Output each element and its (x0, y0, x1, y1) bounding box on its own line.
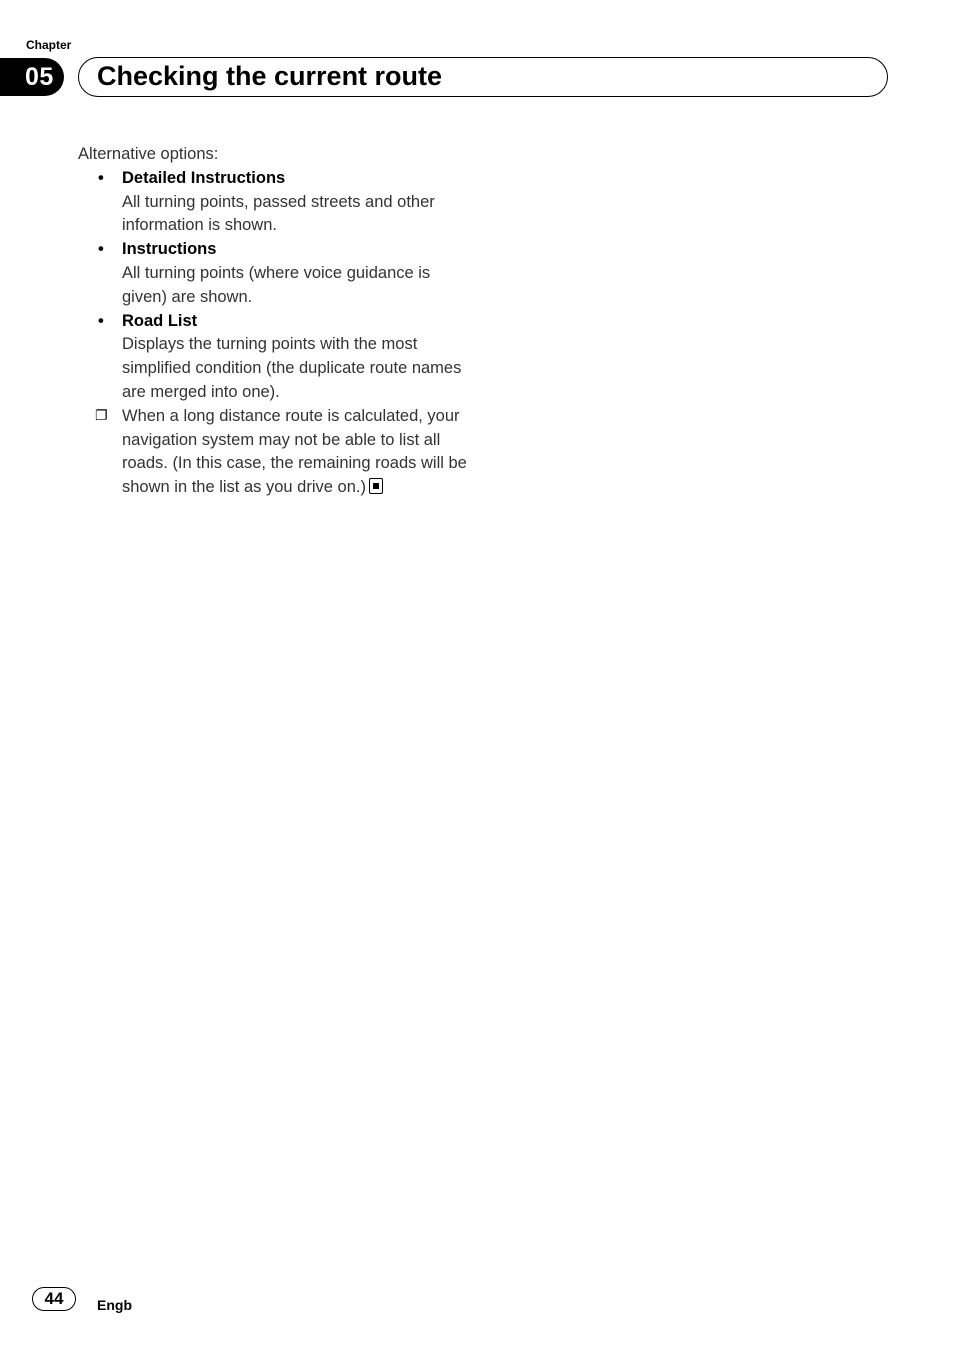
option-description: All turning points (where voice guidance is given) are shown. (122, 263, 431, 306)
note-checkbox-icon: ❐ (95, 407, 108, 424)
bullet-icon: • (98, 311, 104, 330)
bullet-icon: • (98, 240, 104, 259)
option-item (78, 167, 478, 238)
option-title: Instructions (122, 240, 217, 259)
page-title: Checking the current route (97, 61, 443, 91)
chapter-number-tab: 05 (0, 58, 64, 96)
page-number: 44 (32, 1287, 76, 1311)
chapter-label: Chapter (26, 38, 72, 52)
option-item (78, 310, 478, 405)
option-description: All turning points, passed streets and other information is shown. (122, 192, 435, 235)
main-content (78, 143, 478, 500)
language-code: Engb (97, 1297, 132, 1313)
note-item (78, 405, 478, 500)
note-text: When a long distance route is calculated, your navigation system may not be able to list all roads. (In this case, the remaining roads will be shown in the list as you drive on.) (122, 406, 467, 497)
end-of-section-icon (369, 478, 383, 494)
title-box (78, 57, 888, 97)
option-item (78, 238, 478, 309)
bullet-icon: • (98, 168, 104, 187)
option-title: Road List (122, 311, 198, 330)
option-title: Detailed Instructions (122, 168, 286, 187)
intro-text: Alternative options: (78, 145, 219, 163)
option-description: Displays the turning points with the most simplified condition (the duplicate route names are merged into one). (122, 335, 462, 401)
